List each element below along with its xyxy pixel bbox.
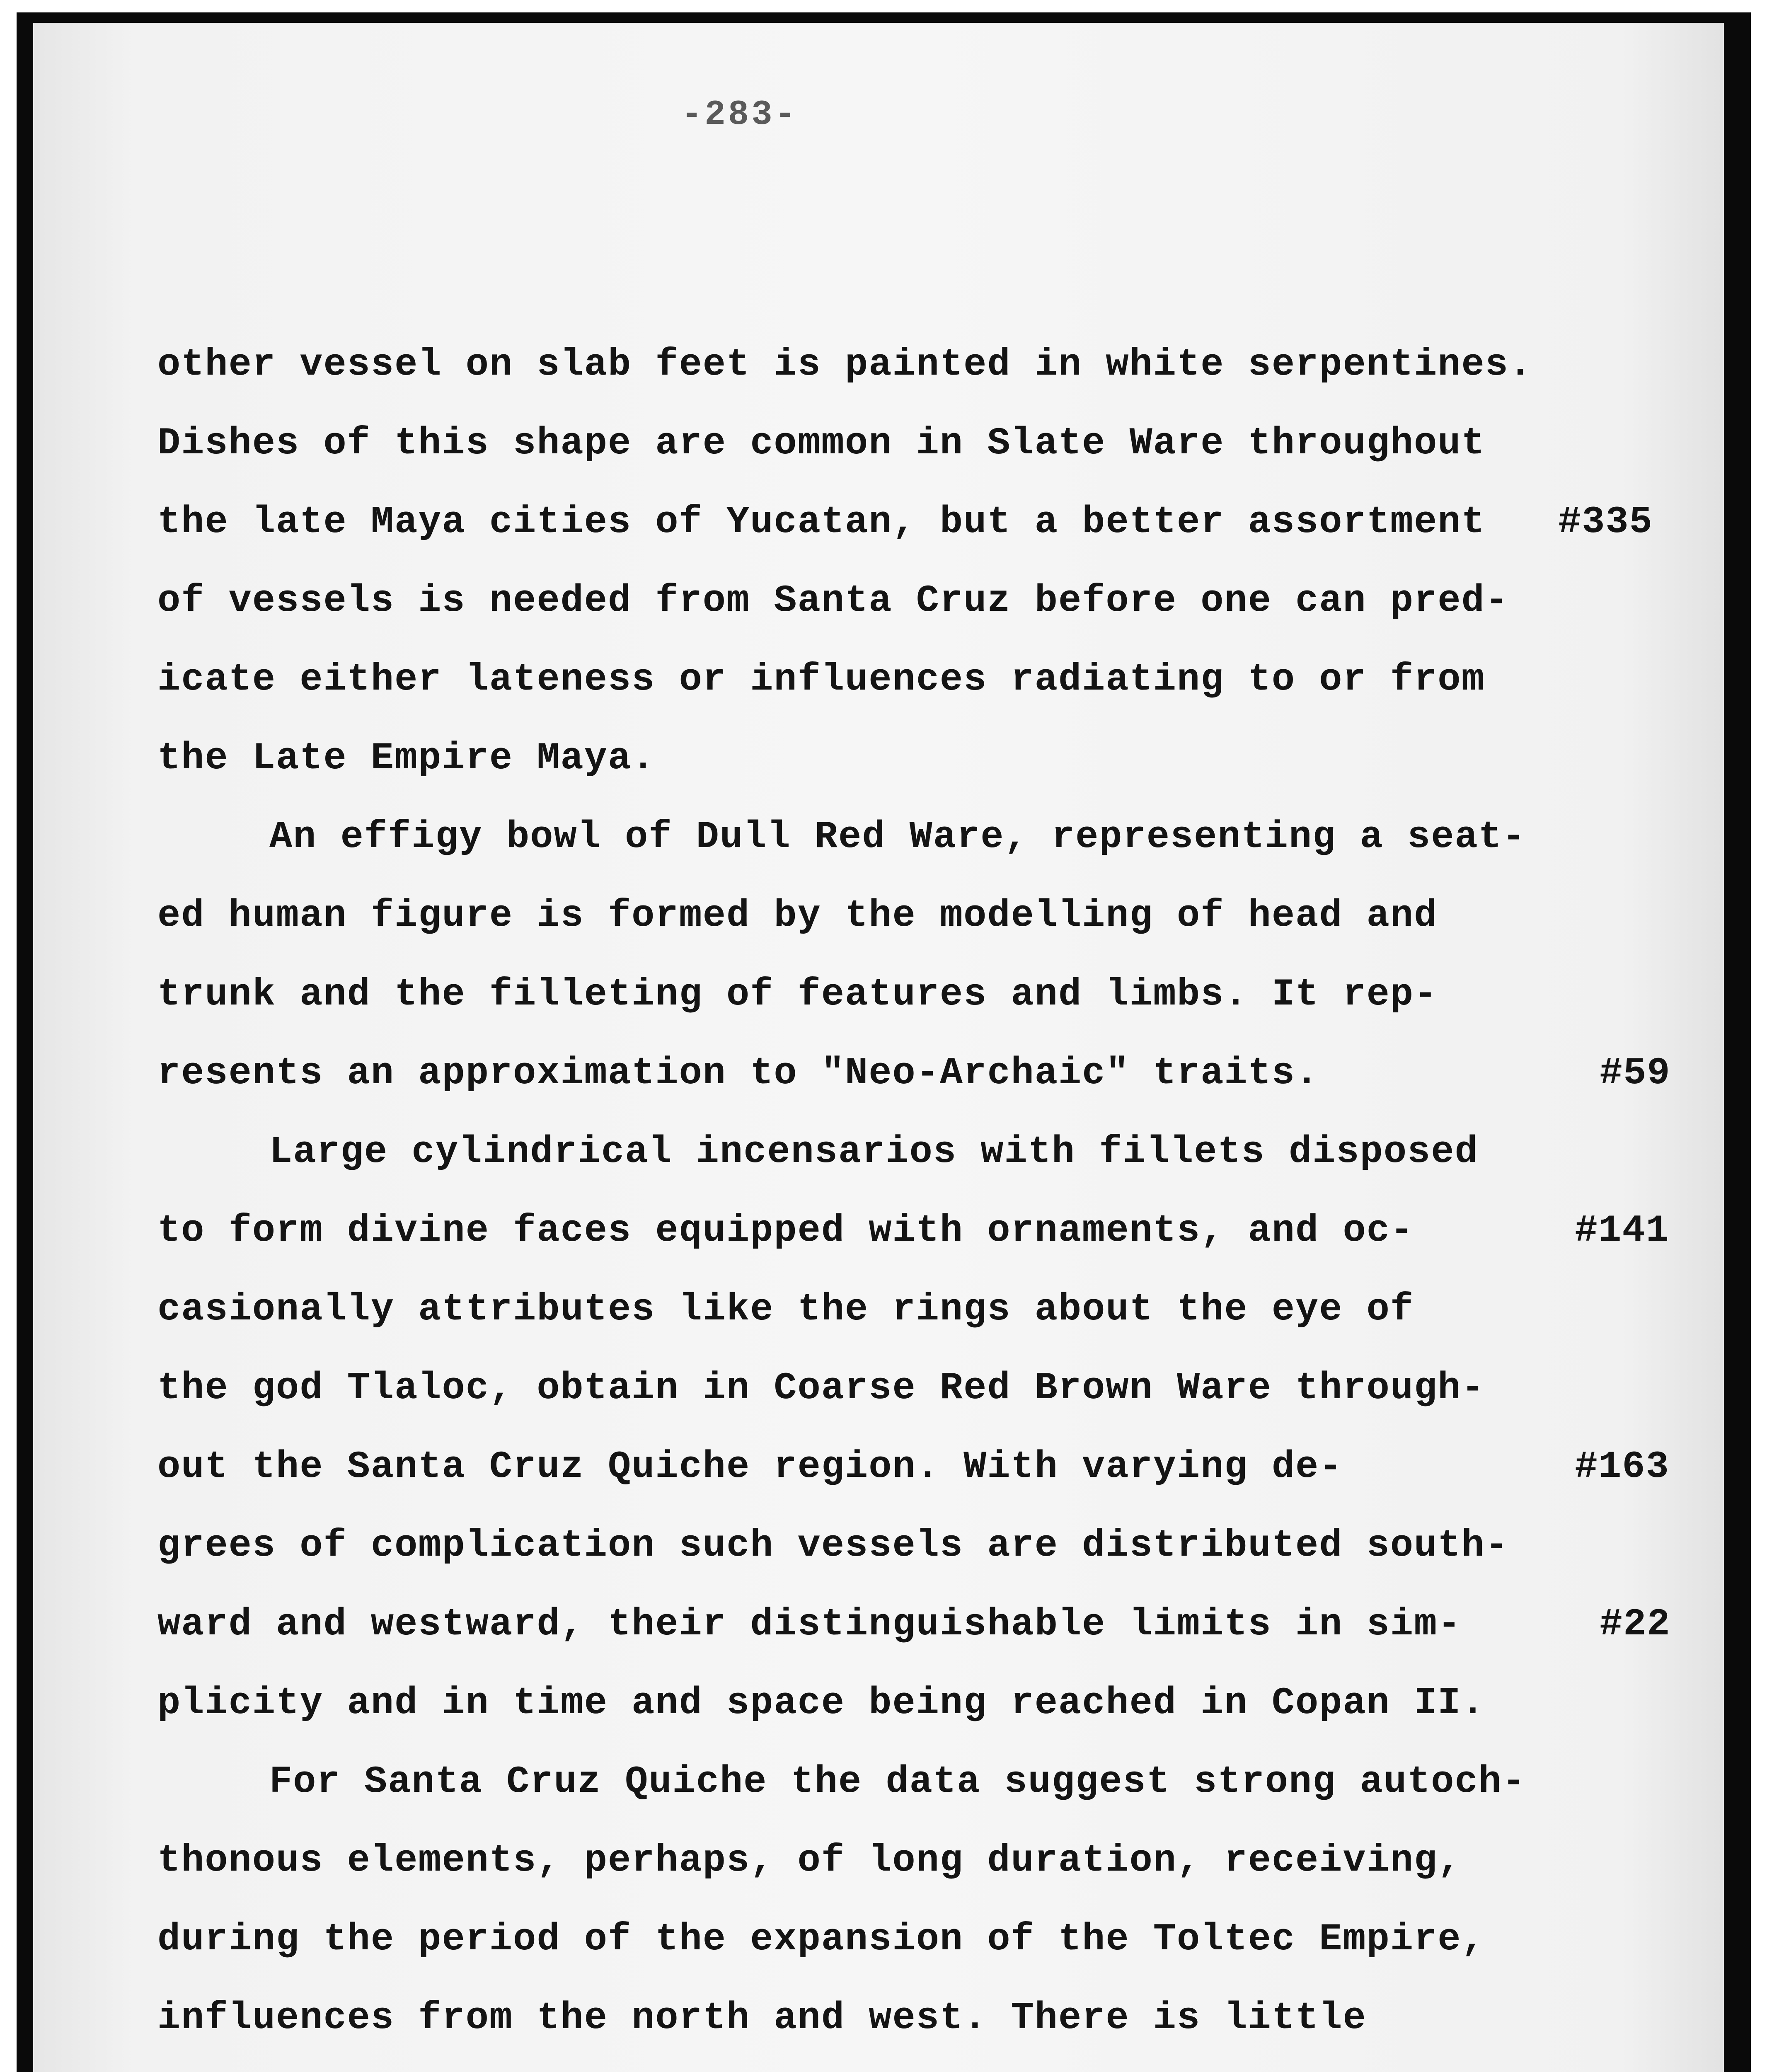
- text-line: the Late Empire Maya.: [157, 736, 656, 780]
- text-line: the god Tlaloc, obtain in Coarse Red Brown Ware through-: [157, 1366, 1485, 1410]
- text-line: influences from the north and west. There is little: [157, 1996, 1367, 2040]
- text-line: casionally attributes like the rings about the eye of: [157, 1288, 1414, 1331]
- text-line: the late Maya cities of Yucatan, but a better assortment: [157, 500, 1485, 544]
- paragraph-first-line: An effigy bowl of Dull Red Ware, representing a seat-: [269, 815, 1526, 859]
- paragraph-first-line: For Santa Cruz Quiche the data suggest strong autoch-: [269, 1760, 1526, 1803]
- margin-reference-number: #335: [1558, 500, 1653, 544]
- text-line: to form divine faces equipped with ornaments, and oc-: [157, 1209, 1414, 1252]
- margin-reference-number: #141: [1575, 1209, 1670, 1252]
- text-line: icate either lateness or influences radiating to or from: [157, 658, 1485, 701]
- margin-reference-number: #163: [1575, 1445, 1670, 1489]
- text-line: during the period of the expansion of the Toltec Empire,: [157, 1917, 1485, 1961]
- margin-reference-number: #22: [1600, 1602, 1671, 1646]
- text-line: thonous elements, perhaps, of long duration, receiving,: [157, 1839, 1462, 1882]
- text-line: ed human figure is formed by the modelling of head and: [157, 894, 1438, 937]
- text-line: resents an approximation to "Neo-Archaic" traits.: [157, 1051, 1319, 1095]
- text-line: out the Santa Cruz Quiche region. With varying de-: [157, 1445, 1343, 1489]
- text-line: ward and westward, their distinguishable limits in sim-: [157, 1602, 1462, 1646]
- paragraph-first-line: Large cylindrical incensarios with fillets disposed: [269, 1130, 1479, 1174]
- text-line: trunk and the filleting of features and limbs. It rep-: [157, 973, 1438, 1016]
- text-line: other vessel on slab feet is painted in white serpentines.: [157, 343, 1533, 386]
- text-line: grees of complication such vessels are distributed south-: [157, 1524, 1509, 1567]
- margin-reference-number: #59: [1600, 1051, 1671, 1095]
- text-line: of vessels is needed from Santa Cruz before one can pred-: [157, 579, 1509, 622]
- page-number: -283-: [681, 95, 799, 135]
- text-line: plicity and in time and space being reached in Copan II.: [157, 1681, 1485, 1725]
- text-line: Dishes of this shape are common in Slate Ware throughout: [157, 421, 1485, 465]
